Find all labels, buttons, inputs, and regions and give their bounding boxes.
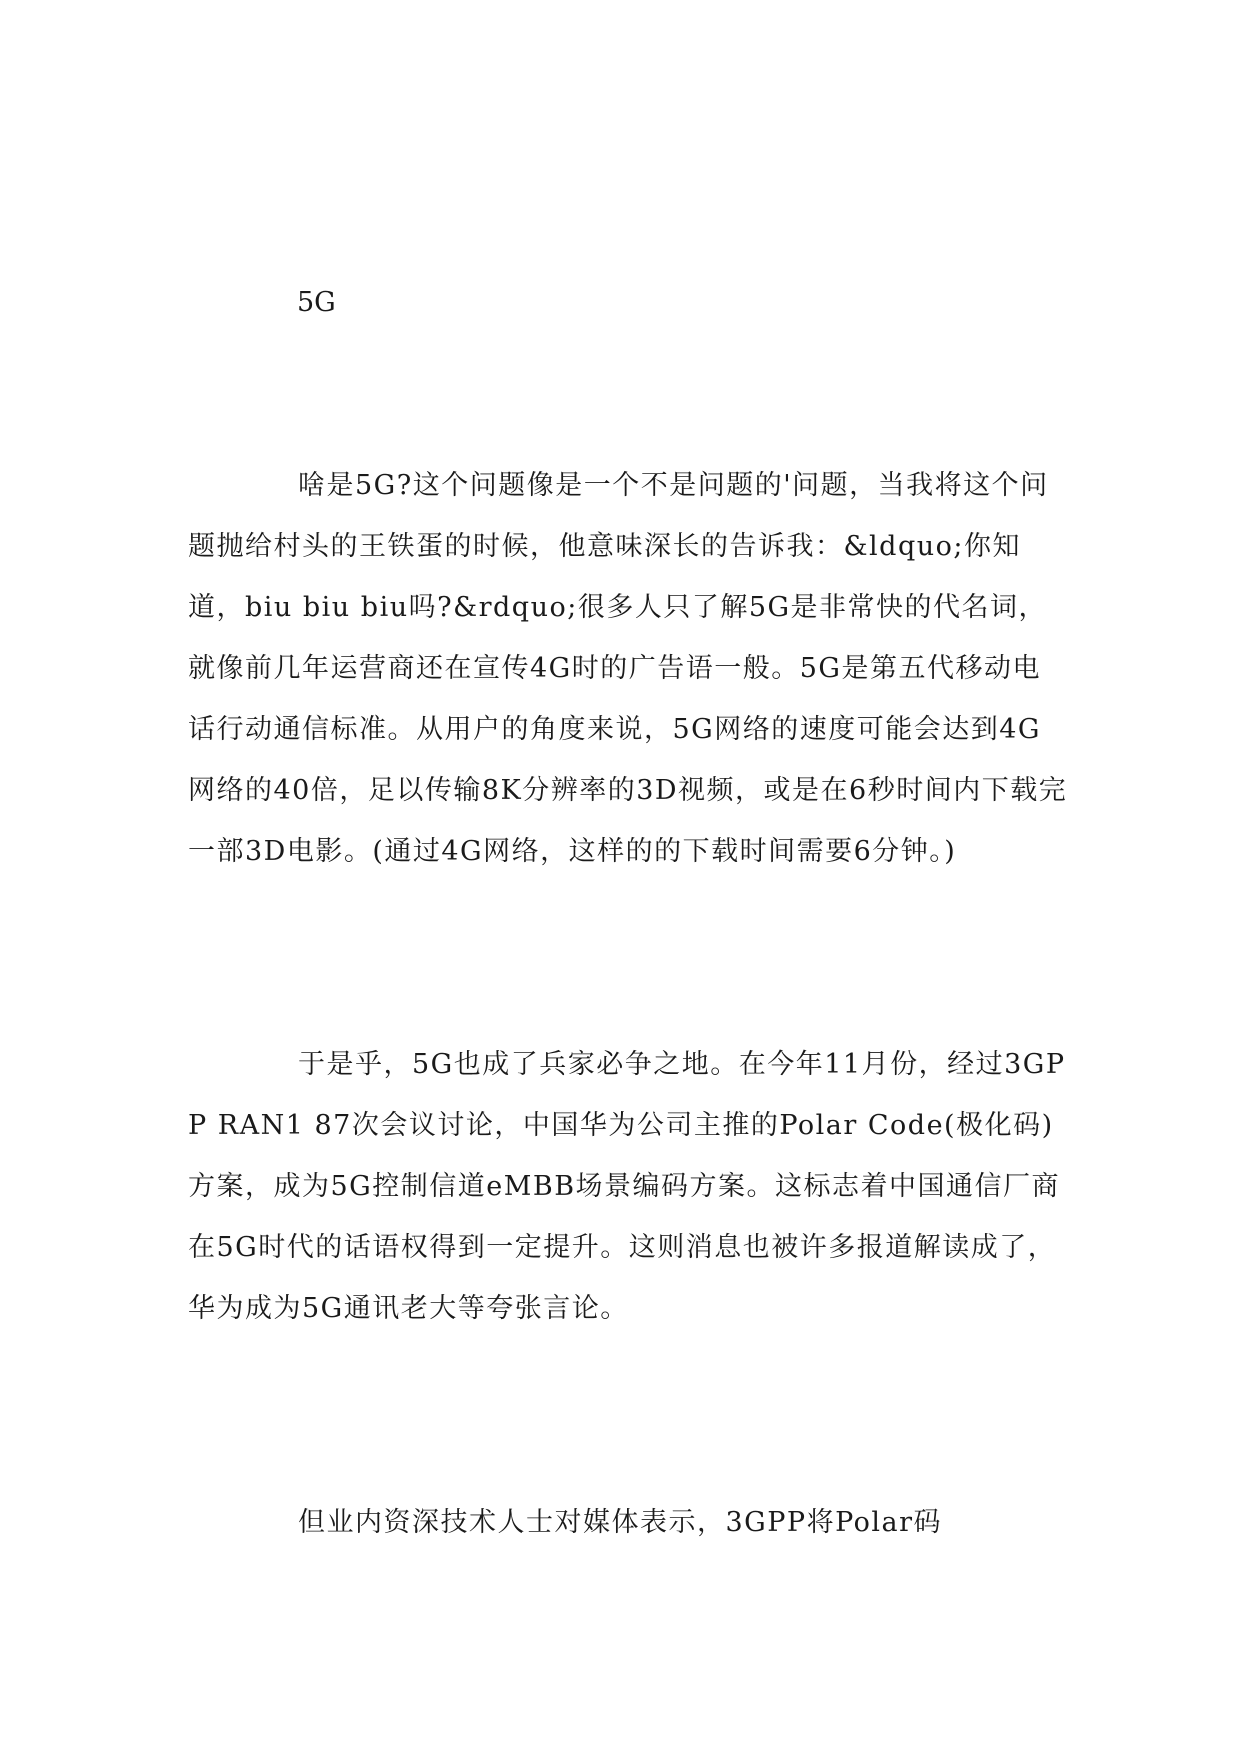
document-heading: 5G — [297, 287, 336, 318]
paragraph-what-is-5g: 啥是5G?这个问题像是一个不是问题的'问题，当我将这个问题抛给村头的王铁蛋的时候，他意味深长的告诉我：&ldquo;你知道，biu biu biu吗?&rdquo;很多人只了解5G是非常快的代名词，就像前几年运营商还在宣传4G时的广告语一般。5G是第五代移动电话行动通信标准。从用户的角度来说，5G网络的速度可能会达到4G网络的40倍，足以传输8K分辨率的3D视频，或是在6秒时间内下载完一部3D电影。(通过4G网络，这样的的下载时间需要6分钟。) — [188, 470, 1068, 867]
paragraph-industry-view: 但业内资深技术人士对媒体表示，3GPP将Polar码 — [298, 1507, 943, 1538]
paragraph-polar-code: 于是乎，5G也成了兵家必争之地。在今年11月份，经过3GPP RAN1 87次会议讨论，中国华为公司主推的Polar Code(极化码)方案，成为5G控制信道eMBB场景编码方案。这标志着中国通信厂商在5G时代的话语权得到一定提升。这则消息也被许多报道解读成了，华为成为5G通讯老大等夸张言论。 — [188, 1049, 1066, 1324]
